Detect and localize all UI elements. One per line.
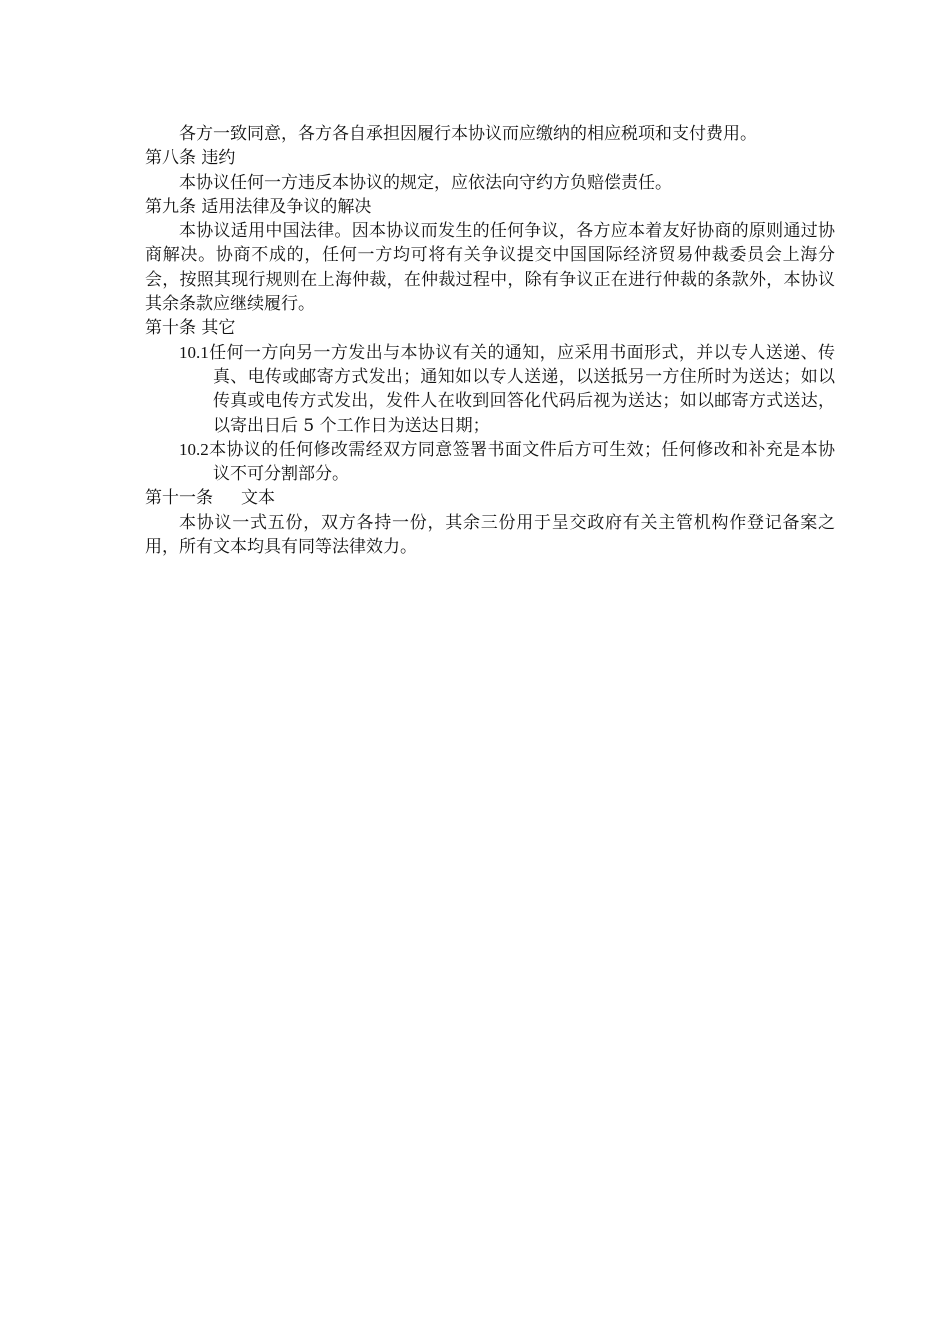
article-11-number: 第十一条 (145, 488, 213, 509)
clause-10-2-number: 10.2 (179, 439, 209, 459)
article-9-heading (145, 195, 835, 219)
article-10-heading (145, 316, 835, 340)
clause-10-1 (145, 341, 835, 438)
article-10-number: 第十条 (145, 318, 196, 339)
clause-10-2 (145, 438, 835, 487)
article-8-number: 第八条 (145, 148, 196, 169)
clause-10-1-text: 任何一方向另一方发出与本协议有关的通知，应采用书面形式，并以专人送递、传真、电传或邮寄方式发出；通知如以专人送递，以送抵另一方住所时为送达；如以传真或电传方式发出，发件人在收到回答化代码后视为送达；如以邮寄方式送达，以寄出日后 5 个工作日为送达日期； (208, 342, 835, 436)
document-page (145, 122, 835, 559)
paragraph-copies: 本协议一式五份，双方各持一份，其余三份用于呈交政府有关主管机构作登记备案之用，所有文本均具有同等法律效力。 (145, 512, 835, 558)
article-11-title: 文本 (241, 488, 275, 509)
paragraph-breach: 本协议任何一方违反本协议的规定，应依法向守约方负赔偿责任。 (179, 172, 672, 193)
article-8-title: 违约 (201, 148, 236, 169)
paragraph-governing-law: 本协议适用中国法律。因本协议而发生的任何争议，各方应本着友好协商的原则通过协商解决。协商不成的，任何一方均可将有关争议提交中国国际经济贸易仲裁委员会上海分会，按照其现行规则在上海仲裁，在仲裁过程中，除有争议正在进行仲裁的条款外，本协议其余条款应继续履行。 (145, 221, 835, 315)
clause-10-1-number: 10.1 (179, 342, 209, 362)
paragraph-tax: 各方一致同意，各方各自承担因履行本协议而应缴纳的相应税项和支付费用。 (179, 124, 757, 144)
clause-10-2-text: 本协议的任何修改需经双方同意签署书面文件后方可生效；任何修改和补充是本协议不可分割部分。 (208, 439, 835, 485)
article-9-number: 第九条 (145, 196, 196, 217)
article-10-title: 其它 (201, 318, 236, 339)
article-11-heading (145, 486, 835, 510)
article-8-heading (145, 146, 835, 170)
article-9-title: 适用法律及争议的解决 (201, 196, 372, 217)
